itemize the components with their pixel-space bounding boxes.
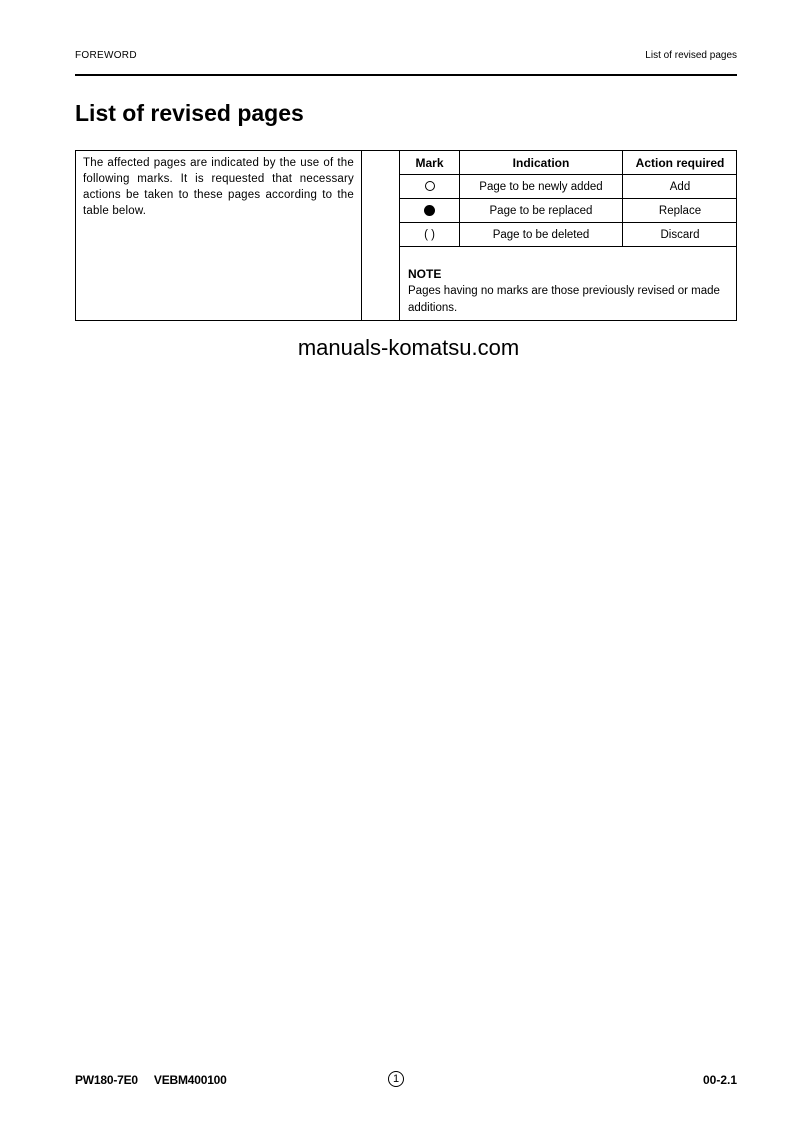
revision-mark-icon: 1 (388, 1071, 404, 1087)
indication-cell: Page to be replaced (460, 199, 623, 223)
intro-text: The affected pages are indicated by the use of the following marks. It is requested that necessary actions be taken to these pages according to the table below. (76, 151, 362, 320)
footer-page-number: 00-2.1 (702, 1073, 737, 1087)
header-section: FOREWORD (75, 50, 137, 61)
page-title: List of revised pages (75, 100, 304, 126)
header-divider (75, 74, 737, 76)
mark-cell (400, 199, 460, 223)
mark-cell (400, 223, 460, 247)
footer-identifiers (75, 1073, 227, 1087)
header-page-topic: List of revised pages (645, 50, 737, 61)
note-title: NOTE (408, 267, 442, 281)
header-mark: Mark (400, 151, 460, 175)
table-row (400, 175, 737, 199)
watermark-link[interactable]: manuals-komatsu.com (297, 335, 520, 360)
marks-table (400, 151, 737, 247)
action-cell: Add (623, 175, 738, 199)
header-indication: Indication (460, 151, 623, 175)
footer-doc-code: VEBM400100 (153, 1073, 227, 1087)
revision-marks-box (75, 150, 737, 321)
parentheses-icon: ( ) (424, 228, 435, 241)
marks-panel (400, 151, 736, 320)
open-circle-icon (425, 181, 435, 191)
note-text: Pages having no marks are those previously revised or made additions. (408, 285, 720, 314)
spacer-cell (362, 151, 400, 320)
indication-cell: Page to be deleted (460, 223, 623, 247)
table-row (400, 223, 737, 247)
action-cell: Discard (623, 223, 738, 247)
footer-model: PW180-7E0 (75, 1073, 138, 1087)
action-cell: Replace (623, 199, 738, 223)
table-row (400, 199, 737, 223)
marks-table-header (400, 151, 737, 175)
indication-cell: Page to be newly added (460, 175, 623, 199)
header-action-required: Action required (623, 151, 738, 175)
mark-cell (400, 175, 460, 199)
note-block (408, 266, 733, 317)
filled-circle-icon (424, 205, 435, 216)
